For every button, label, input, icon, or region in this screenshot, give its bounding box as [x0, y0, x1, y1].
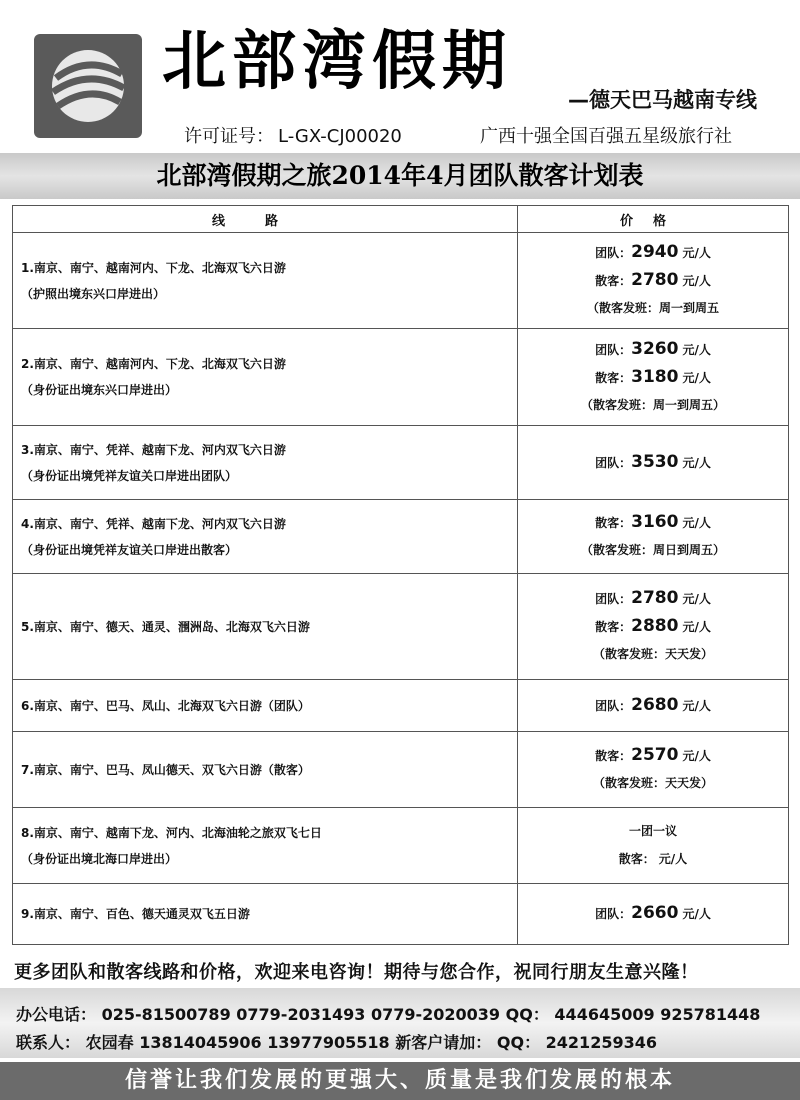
new-qq-number: 2421259346 — [545, 1033, 657, 1052]
route-name: 7.南京、南宁、巴马、凤山德天、双飞六日游（散客） — [21, 762, 310, 777]
office-phones: 025-81500789 0779-2031493 0779-2020039 — [101, 1005, 501, 1024]
price-cell — [517, 233, 788, 329]
price-value: 3180 — [631, 366, 679, 387]
route-note: （护照出境东兴口岸进出） — [21, 286, 166, 301]
table-body — [13, 233, 789, 945]
footer-slogan: 信誉让我们发展的更强大、质量是我们发展的根本 — [124, 1068, 675, 1093]
route-cell — [13, 426, 518, 500]
price-label: 团队： — [595, 246, 632, 260]
price-label: 散客： — [595, 370, 632, 385]
contact-block — [0, 988, 800, 1058]
price-label: 团队： — [595, 907, 632, 921]
price-note: （散客发班：天天发） — [592, 647, 713, 661]
price-line — [518, 900, 788, 928]
route-name: 1.南京、南宁、越南河内、下龙、北海双飞六日游 — [21, 260, 286, 275]
price-unit: 元/人 — [682, 907, 711, 921]
table-row — [13, 329, 789, 426]
price-header: 价格 — [517, 206, 788, 233]
new-customer-label: 新客户请加： — [395, 1033, 492, 1052]
price-label: 散客： — [618, 852, 655, 866]
price-value: 3260 — [631, 338, 679, 359]
price-cell — [517, 574, 788, 680]
table-row — [13, 680, 789, 732]
price-note: （散客发班：天天发） — [592, 776, 713, 790]
price-note: （散客发班：周一到周五） — [580, 397, 725, 412]
price-unit: 元/人 — [682, 274, 711, 288]
price-value: 3530 — [631, 451, 679, 472]
route-name: 9.南京、南宁、百色、德天通灵双飞五日游 — [21, 907, 250, 921]
table-row — [13, 500, 789, 574]
price-line — [518, 509, 788, 537]
price-unit: 元/人 — [682, 246, 711, 260]
price-line — [518, 364, 788, 392]
price-line — [518, 742, 788, 770]
price-cell — [517, 680, 788, 732]
price-label: 散客： — [595, 620, 632, 634]
price-line — [518, 449, 788, 477]
price-line — [518, 336, 788, 364]
price-unit: 元/人 — [682, 516, 711, 530]
price-unit: 元/人 — [682, 592, 711, 606]
route-name: 3.南京、南宁、凭祥、越南下龙、河内双飞六日游 — [21, 442, 286, 457]
price-line — [518, 267, 788, 295]
route-cell — [13, 329, 518, 426]
table-row — [13, 574, 789, 680]
title-bar — [0, 153, 800, 199]
table-header-row — [13, 206, 789, 233]
table-row — [13, 808, 789, 884]
price-label: 散客： — [595, 516, 632, 530]
tagline: —德天巴马越南专线 — [568, 88, 757, 112]
price-note: （散客发班：周一到周五 — [586, 301, 719, 315]
header — [0, 0, 800, 152]
license-number: L-GX-CJ00020 — [278, 126, 402, 147]
route-header: 线路 — [13, 206, 518, 233]
contact-line-person — [16, 1030, 657, 1053]
route-name: 5.南京、南宁、德天、通灵、涠洲岛、北海双飞六日游 — [21, 619, 310, 634]
price-value: 3160 — [631, 512, 679, 532]
call-to-action: 更多团队和散客线路和价格，欢迎来电咨询！期待与您合作，祝同行朋友生意兴隆！ — [14, 962, 699, 983]
price-unit: 元/人 — [682, 698, 711, 713]
price-label: 团队： — [595, 342, 632, 357]
globe-logo-icon — [34, 34, 142, 138]
price-value: 2780 — [631, 588, 679, 608]
price-cell — [517, 500, 788, 574]
brand-name: 北部湾假期 — [162, 24, 512, 99]
price-value: 2570 — [631, 745, 679, 765]
route-note: （身份证出境凭祥友谊关口岸进出团队） — [21, 468, 238, 483]
price-value: 2940 — [631, 242, 679, 262]
route-cell — [13, 233, 518, 329]
license — [184, 122, 402, 148]
price-note: （散客发班：周日到周五） — [580, 543, 725, 557]
route-cell — [13, 732, 518, 808]
price-note: 一团一议 — [628, 824, 677, 838]
contact-person-label: 联系人： — [16, 1033, 81, 1052]
price-cell — [517, 426, 788, 500]
price-value: 2660 — [631, 903, 679, 923]
table-row — [13, 884, 789, 945]
table-row — [13, 233, 789, 329]
price-value: 2880 — [631, 616, 679, 636]
route-cell — [13, 574, 518, 680]
price-unit: 元/人 — [682, 749, 711, 763]
price-value: 2780 — [631, 270, 679, 290]
route-note: （身份证出境北海口岸进出） — [21, 851, 178, 866]
mobile-numbers: 13814045906 13977905518 — [139, 1033, 390, 1052]
price-line — [518, 239, 788, 267]
route-cell — [13, 808, 518, 884]
price-line — [518, 692, 788, 720]
price-label: 团队： — [595, 455, 632, 470]
route-cell — [13, 500, 518, 574]
agency-rank: 广西十强全国百强五星级旅行社 — [480, 126, 732, 147]
price-cell — [517, 732, 788, 808]
price-unit: 元/人 — [682, 370, 711, 385]
price-label: 散客： — [595, 274, 632, 288]
contact-person: 农园春 — [85, 1033, 134, 1052]
price-line — [518, 585, 788, 613]
qq-label: QQ： — [505, 1005, 549, 1024]
price-cell — [517, 329, 788, 426]
price-label: 散客： — [595, 749, 632, 763]
page-title: 北部湾假期之旅2014年4月团队散客计划表 — [156, 161, 644, 190]
contact-line-phones — [16, 1002, 760, 1025]
route-cell — [13, 680, 518, 732]
table-row — [13, 732, 789, 808]
route-name: 6.南京、南宁、巴马、凤山、北海双飞六日游（团队） — [21, 698, 310, 713]
route-name: 8.南京、南宁、越南下龙、河内、北海油轮之旅双飞七日 — [21, 825, 322, 840]
footer-slogan-bar — [0, 1062, 800, 1100]
route-note: （身份证出境东兴口岸进出） — [21, 383, 178, 397]
route-price-table — [12, 205, 789, 945]
route-note: （身份证出境凭祥友谊关口岸进出散客） — [21, 542, 238, 557]
price-value: 2680 — [631, 694, 679, 715]
price-unit: 元/人 — [682, 620, 711, 634]
route-cell — [13, 884, 518, 945]
price-cell — [517, 884, 788, 945]
table-row — [13, 426, 789, 500]
new-qq-label: QQ： — [496, 1033, 541, 1052]
price-unit: 元/人 — [682, 455, 711, 470]
office-phone-label: 办公电话： — [16, 1005, 97, 1024]
price-unit: 元/人 — [682, 342, 711, 357]
price-unit: 元/人 — [658, 852, 688, 866]
license-label: 许可证号： — [184, 126, 274, 147]
route-name: 2.南京、南宁、越南河内、下龙、北海双飞六日游 — [21, 357, 286, 371]
route-name: 4.南京、南宁、凭祥、越南下龙、河内双飞六日游 — [21, 516, 286, 531]
price-line — [518, 845, 788, 873]
price-line — [518, 613, 788, 641]
price-label: 团队： — [595, 592, 632, 606]
qq-numbers: 444645009 925781448 — [554, 1005, 761, 1024]
price-cell — [517, 808, 788, 884]
price-label: 团队： — [595, 698, 632, 713]
